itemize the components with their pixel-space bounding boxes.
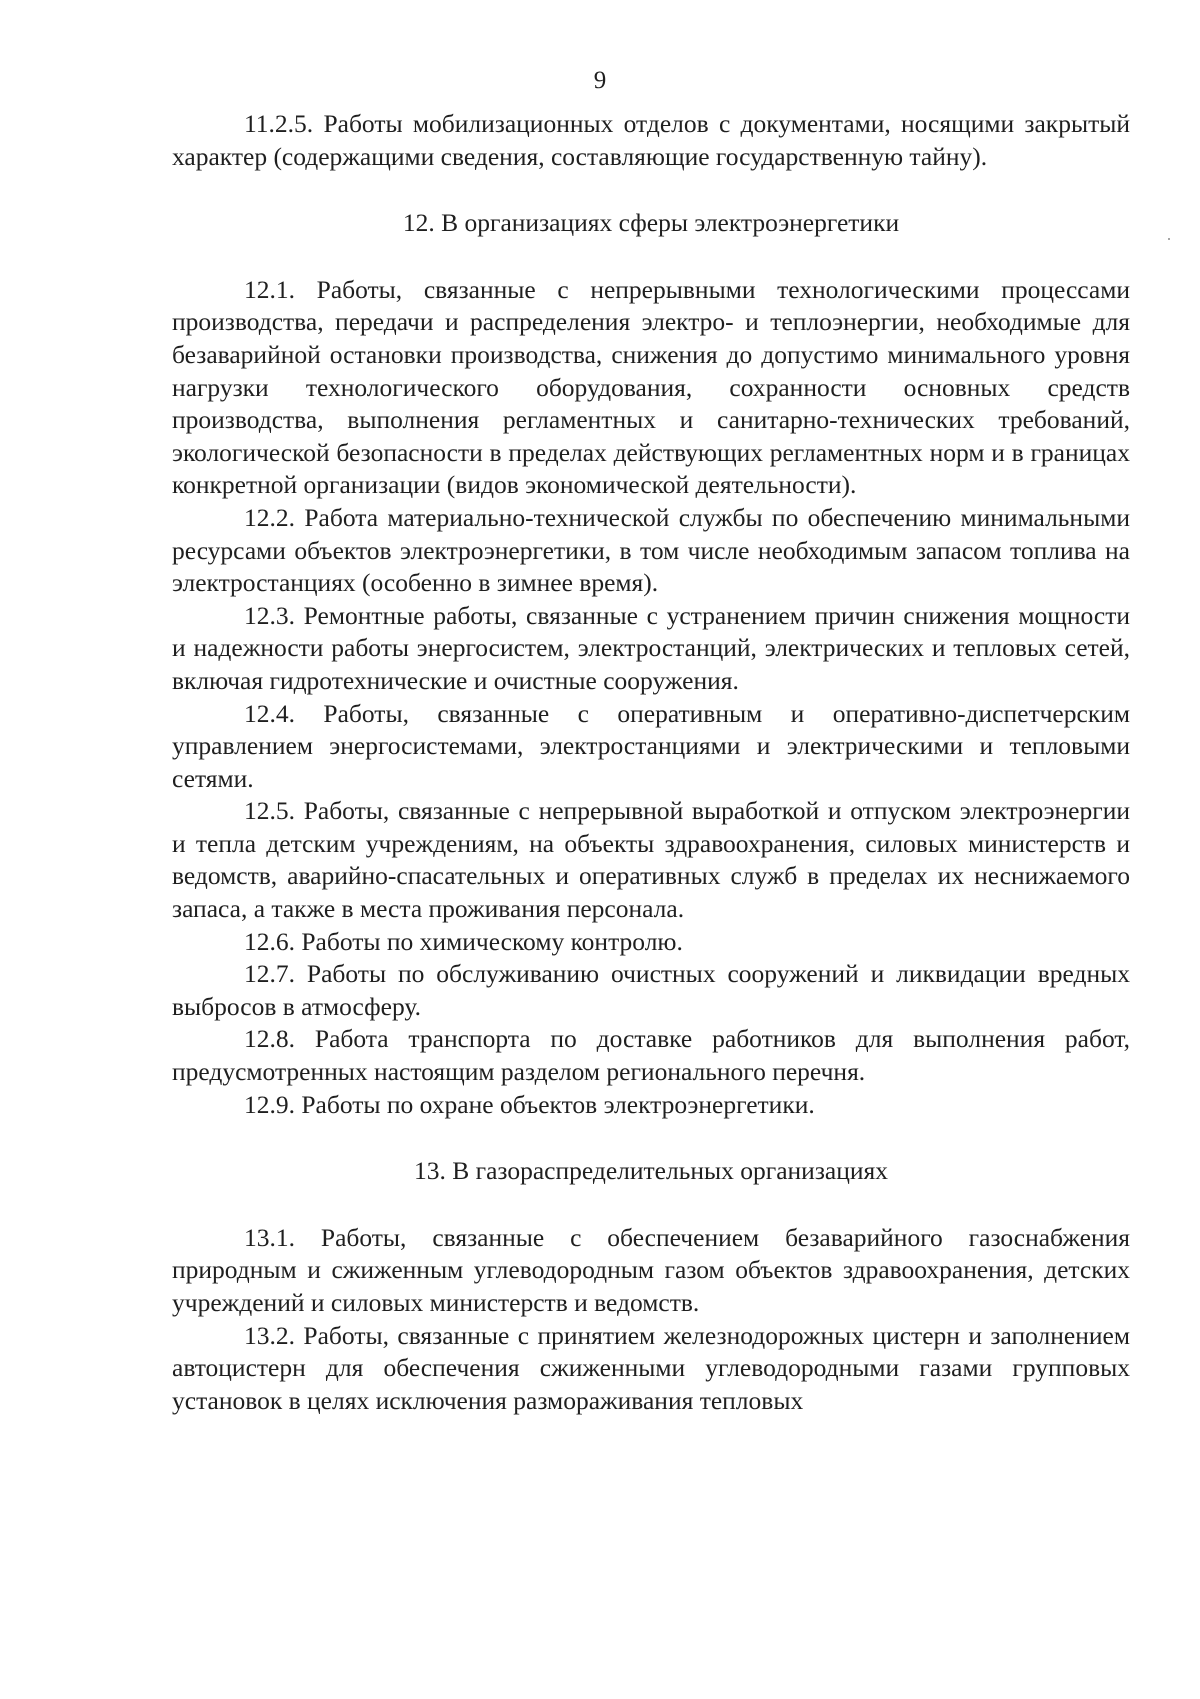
paragraph-12-4: 12.4. Работы, связанные с оперативным и оперативно-диспетчерским управлением энергосистемами, электростанциями и электрическими и тепловыми сетями. xyxy=(172,698,1130,793)
paragraph-13-2: 13.2. Работы, связанные с принятием железнодорожных цистерн и заполнением автоцистерн для обеспечения сжиженными углеводородными газами групповых установок в целях исключения размораживания тепловых xyxy=(172,1320,1130,1415)
section-heading-13: 13. В газораспределительных организациях xyxy=(414,1156,888,1186)
paragraph-13-1: 13.1. Работы, связанные с обеспечением безаварийного газоснабжения природным и сжиженным углеводородным газом объектов здравоохранения, детских учреждений и силовых министерств и ведомств. xyxy=(172,1222,1130,1317)
paragraph-12-9: 12.9. Работы по охране объектов электроэнергетики. xyxy=(244,1089,815,1119)
document-body xyxy=(172,108,1130,1417)
paragraph-12-2: 12.2. Работа материально-технической службы по обеспечению минимальными ресурсами объектов электроэнергетики, в том числе необходимым запасом топлива на электростанциях (особенно в зимнее время). xyxy=(172,502,1130,598)
paragraph-11-2-5: 11.2.5. Работы мобилизационных отделов с документами, носящими закрытый характер (содержащими сведения, составляющие государственную тайну). xyxy=(172,109,1130,171)
paragraph-12-6: 12.6. Работы по химическому контролю. xyxy=(244,926,683,956)
page-number: 9 xyxy=(593,67,607,94)
paragraph-12-8: 12.8. Работа транспорта по доставке работников для выполнения работ, предусмотренных настоящим разделом регионального перечня. xyxy=(172,1024,1130,1087)
paragraph-12-5: 12.5. Работы, связанные с непрерывной выработкой и отпуском электроэнергии и тепла детским учреждениям, на объекты здравоохранения, силовых министерств и ведомств, аварийно-спасательных и оперативных служб в пределах их неснижаемого запаса, а также в места проживания персонала. xyxy=(172,796,1130,924)
paragraph-12-7: 12.7. Работы по обслуживанию очистных сооружений и ликвидации вредных выбросов в атмосферу. xyxy=(172,959,1130,1021)
scan-speck xyxy=(1168,238,1170,240)
section-heading-12: 12. В организациях сферы электроэнергетики xyxy=(402,208,900,238)
paragraph-12-1: 12.1. Работы, связанные с непрерывными технологическими процессами производства, передачи и распределения электро- и теплоэнергии, необходимые для безаварийной остановки производства, снижения до допустимо минимального уровня нагрузки технологического оборудования, сохранности основных средств производства, выполнения регламентных и санитарно-технических требований, экологической безопасности в пределах действующих регламентных норм и в границах конкретной организации (видов экономической деятельности). xyxy=(172,274,1130,500)
paragraph-12-3: 12.3. Ремонтные работы, связанные с устранением причин снижения мощности и надежности работы энергосистем, электростанций, электрических и тепловых сетей, включая гидротехнические и очистные сооружения. xyxy=(172,600,1130,695)
